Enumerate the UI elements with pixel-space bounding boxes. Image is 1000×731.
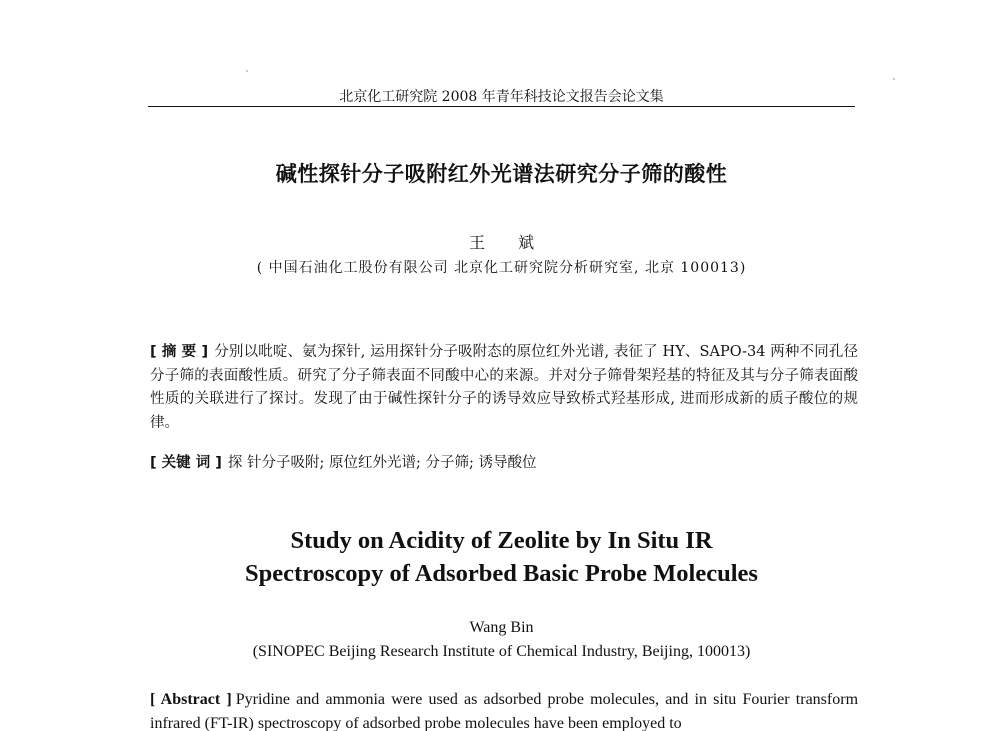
english-title-line-1: Study on Acidity of Zeolite by In Situ IR bbox=[290, 527, 713, 554]
chinese-keywords bbox=[150, 453, 858, 473]
chinese-abstract-text: 分别以吡啶、氨为探针, 运用探针分子吸附态的原位红外光谱, 表征了 HY、SAPO-34 两种不同孔径分子筛的表面酸性质。研究了分子筛表面不同酸中心的来源。并对分子筛骨架羟基的特征及其与分子筛表面酸性质的关联进行了探讨。发现了由于碱性探针分子的诱导效应导致桥式羟基形成, 进而形成新的质子酸位的规律。 bbox=[150, 344, 858, 431]
chinese-keywords-label: [ 关键 词 ] bbox=[150, 455, 222, 471]
english-abstract-text: Pyridine and ammonia were used as adsorbed probe molecules, and in situ Fourier transform infrared (FT-IR) spectroscopy of adsorbed probe molecules have been employed to bbox=[150, 691, 859, 731]
chinese-abstract bbox=[150, 341, 858, 435]
chinese-title: 碱性探针分子吸附红外光谱法研究分子筛的酸性 bbox=[275, 162, 728, 186]
english-abstract-label: [ Abstract ] bbox=[150, 691, 232, 708]
chinese-author: 王 斌 bbox=[468, 233, 549, 252]
english-affiliation: (SINOPEC Beijing Research Institute of Chemical Industry, Beijing, 100013) bbox=[252, 643, 751, 660]
running-header: 北京化工研究院 2008 年青年科技论文报告会论文集 bbox=[339, 89, 664, 105]
english-abstract bbox=[150, 688, 858, 731]
english-title bbox=[148, 524, 855, 590]
scan-speck bbox=[893, 78, 895, 80]
english-author: Wang Bin bbox=[469, 619, 534, 636]
chinese-abstract-label: [ 摘 要 ] bbox=[150, 344, 209, 360]
header-rule bbox=[148, 106, 855, 107]
scan-speck bbox=[246, 70, 248, 72]
chinese-keywords-text: 探 针分子吸附; 原位红外光谱; 分子筛; 诱导酸位 bbox=[227, 455, 537, 471]
chinese-affiliation: ( 中国石油化工股份有限公司 北京化工研究院分析研究室, 北京 100013) bbox=[256, 260, 747, 276]
english-title-line-2: Spectroscopy of Adsorbed Basic Probe Molecules bbox=[245, 560, 758, 587]
